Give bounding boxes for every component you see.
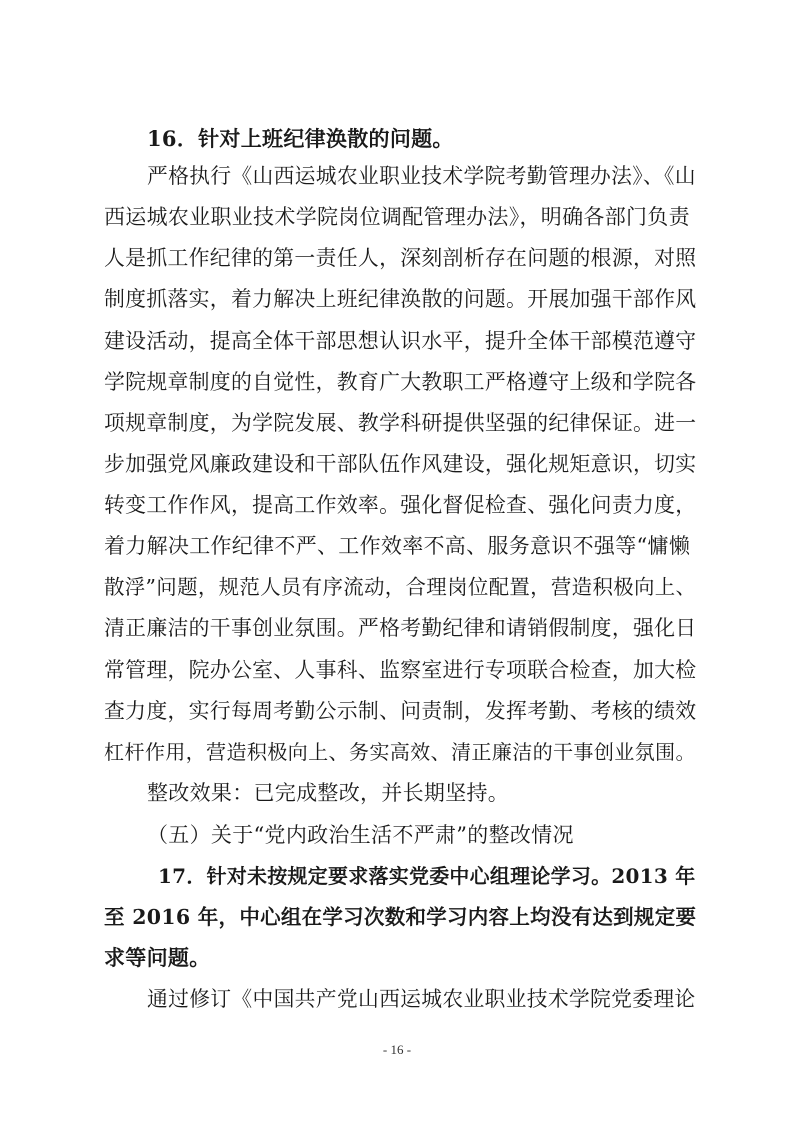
paragraph-16-line: 转变工作作风，提高工作效率。强化督促检查、强化问责力度， <box>104 493 697 517</box>
result-16: 整改效果：已完成整改，并长期坚持。 <box>147 781 510 805</box>
paragraph-16-line: 散浮”问题，规范人员有序流动，合理岗位配置，营造积极向上、 <box>104 575 697 599</box>
paragraph-16-line: 西运城农业职业技术学院岗位调配管理办法》，明确各部门负责 <box>104 205 690 229</box>
paragraph-16-line: 清正廉洁的干事创业氛围。严格考勤纪律和请销假制度，强化日 <box>104 616 697 640</box>
paragraph-16-line: 学院规章制度的自觉性，教育广大教职工严格遵守上级和学院各 <box>104 370 697 394</box>
paragraph-16-line: 常管理，院办公室、人事科、监察室进行专项联合检查，加大检 <box>104 658 697 682</box>
paragraph-16-line: 着力解决工作纪律不严、工作效率不高、服务意识不强等“慵懒 <box>104 534 691 558</box>
paragraph-16-line: 步加强党风廉政建设和干部队伍作风建设，强化规矩意识，切实 <box>104 452 697 476</box>
paragraph-16-line: 查力度，实行每周考勤公示制、问责制，发挥考勤、考核的绩效 <box>104 699 697 723</box>
paragraph-16-line: 建设活动，提高全体干部思想认识水平，提升全体干部模范遵守 <box>104 329 697 353</box>
section-5-title: （五）关于“党内政治生活不严肃”的整改情况 <box>147 823 574 847</box>
paragraph-16-line: 制度抓落实，着力解决上班纪律涣散的问题。开展加强干部作风 <box>104 287 697 311</box>
paragraph-16-line: 人是抓工作纪律的第一责任人，深刻剖析存在问题的根源，对照 <box>104 246 697 270</box>
heading-17-line: 至 2016 年，中心组在学习次数和学习内容上均没有达到规定要 <box>104 905 697 929</box>
heading-17-line: 17．针对未按规定要求落实党委中心组理论学习。2013 年 <box>158 864 696 888</box>
paragraph-16-line: 严格执行《山西运城农业职业技术学院考勤管理办法》、《山 <box>147 164 696 188</box>
paragraph-16-line: 杠杆作用，营造积极向上、务实高效、清正廉洁的干事创业氛围。 <box>104 740 696 764</box>
heading-16: 16．针对上班纪律涣散的问题。 <box>147 126 454 151</box>
heading-17-line: 求等问题。 <box>104 945 211 970</box>
paragraph-17-line: 通过修订《中国共产党山西运城农业职业技术学院党委理论 <box>147 987 696 1011</box>
page-number: - 16 - <box>382 1042 412 1057</box>
paragraph-16-line: 项规章制度，为学院发展、教学科研提供坚强的纪律保证。进一 <box>104 411 697 435</box>
